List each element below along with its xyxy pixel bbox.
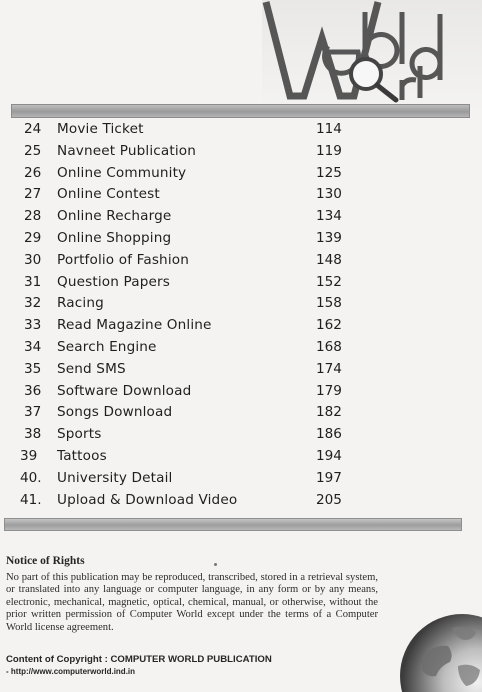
toc-number: 40. (20, 469, 42, 486)
toc-page-number: 186 (316, 426, 342, 443)
toc-number: 35 (24, 360, 42, 377)
footer-bar (4, 518, 462, 531)
globe-icon (392, 606, 482, 692)
notice-body: No part of this publication may be reproduced, transcribed, stored in a retrieval system, or translated into any language or computer language, in any form or by any means, electronic, mechanical, magnetic, optical, chemical, manual, or otherwise, without the prior written permission of Computer World except under the terms of a Computer World license agreement. (6, 572, 378, 633)
toc-title: University Detail (57, 469, 173, 486)
toc-page-number: 174 (316, 360, 342, 377)
copyright-url[interactable]: - http://www.computerworld.ind.in (6, 667, 136, 676)
toc-page-number: 125 (316, 164, 342, 181)
toc-row (20, 446, 400, 466)
notice-of-rights (6, 555, 378, 634)
toc-row (24, 359, 404, 379)
toc-title: Online Contest (57, 186, 160, 203)
toc-title: Portfolio of Fashion (57, 251, 189, 268)
toc-page-number: 179 (316, 382, 342, 399)
toc-title: Sports (57, 426, 102, 443)
toc-title: Movie Ticket (57, 121, 144, 137)
notice-heading: Notice of Rights (6, 555, 85, 567)
copyright-block (6, 654, 366, 677)
toc-row (24, 228, 404, 248)
toc-row (24, 293, 404, 313)
toc-page-number: 194 (316, 448, 342, 464)
toc-page-number: 152 (316, 273, 342, 290)
toc-row (20, 468, 400, 488)
toc-page-number: 148 (316, 251, 342, 268)
toc-row (24, 402, 404, 422)
toc-row (24, 337, 404, 357)
toc-number: 37 (24, 404, 42, 421)
toc-number: 34 (24, 339, 42, 355)
toc-number: 25 (24, 142, 42, 159)
toc-row (24, 206, 404, 226)
toc-page-number: 162 (316, 317, 342, 334)
toc-number: 39 (20, 448, 38, 464)
toc-page-number: 205 (316, 491, 342, 508)
toc-number: 31 (24, 273, 42, 290)
toc-page-number: 134 (316, 208, 342, 225)
toc-title: Online Recharge (57, 208, 172, 225)
toc-number: 28 (24, 208, 42, 225)
toc-title: Online Community (57, 164, 187, 181)
toc-number: 30 (24, 251, 42, 268)
toc-row (24, 119, 404, 139)
copyright-line: Content of Copyright : COMPUTER WORLD PUBLICATION (6, 654, 272, 665)
toc-number: 41. (20, 491, 42, 508)
toc-row (24, 272, 404, 292)
toc-page-number: 182 (316, 404, 342, 421)
toc-row (24, 424, 404, 444)
toc-page-number: 119 (316, 142, 342, 159)
toc-number: 36 (24, 382, 42, 399)
toc-page-number: 197 (316, 469, 342, 486)
toc-row (24, 250, 404, 270)
toc-number: 27 (24, 186, 42, 203)
toc-number: 32 (24, 295, 42, 312)
toc-number: 33 (24, 317, 42, 334)
toc-title: Songs Download (57, 404, 173, 421)
toc-title: Upload & Download Video (57, 491, 238, 508)
toc-title: Navneet Publication (57, 142, 196, 159)
toc-page-number: 114 (316, 121, 342, 137)
toc-page-number: 139 (316, 230, 342, 246)
toc-page-number: 158 (316, 295, 342, 312)
toc-number: 29 (24, 230, 42, 246)
toc-row (20, 490, 400, 510)
toc-number: 38 (24, 426, 42, 443)
toc-title: Search Engine (57, 339, 157, 355)
toc-page-number: 130 (316, 186, 342, 203)
toc-row (24, 141, 404, 161)
toc-row (24, 163, 404, 183)
toc-title: Racing (57, 295, 104, 312)
toc-title: Online Shopping (57, 230, 172, 246)
toc-title: Send SMS (57, 360, 126, 377)
toc-title: Tattoos (57, 448, 107, 464)
toc-row (24, 315, 404, 335)
toc-number: 26 (24, 164, 42, 181)
toc-page-number: 168 (316, 339, 342, 355)
toc-number: 24 (24, 121, 42, 137)
toc-title: Software Download (57, 382, 192, 399)
toc-row (24, 184, 404, 204)
toc-row (24, 381, 404, 401)
toc-title: Read Magazine Online (57, 317, 212, 334)
toc-title: Question Papers (57, 273, 170, 290)
